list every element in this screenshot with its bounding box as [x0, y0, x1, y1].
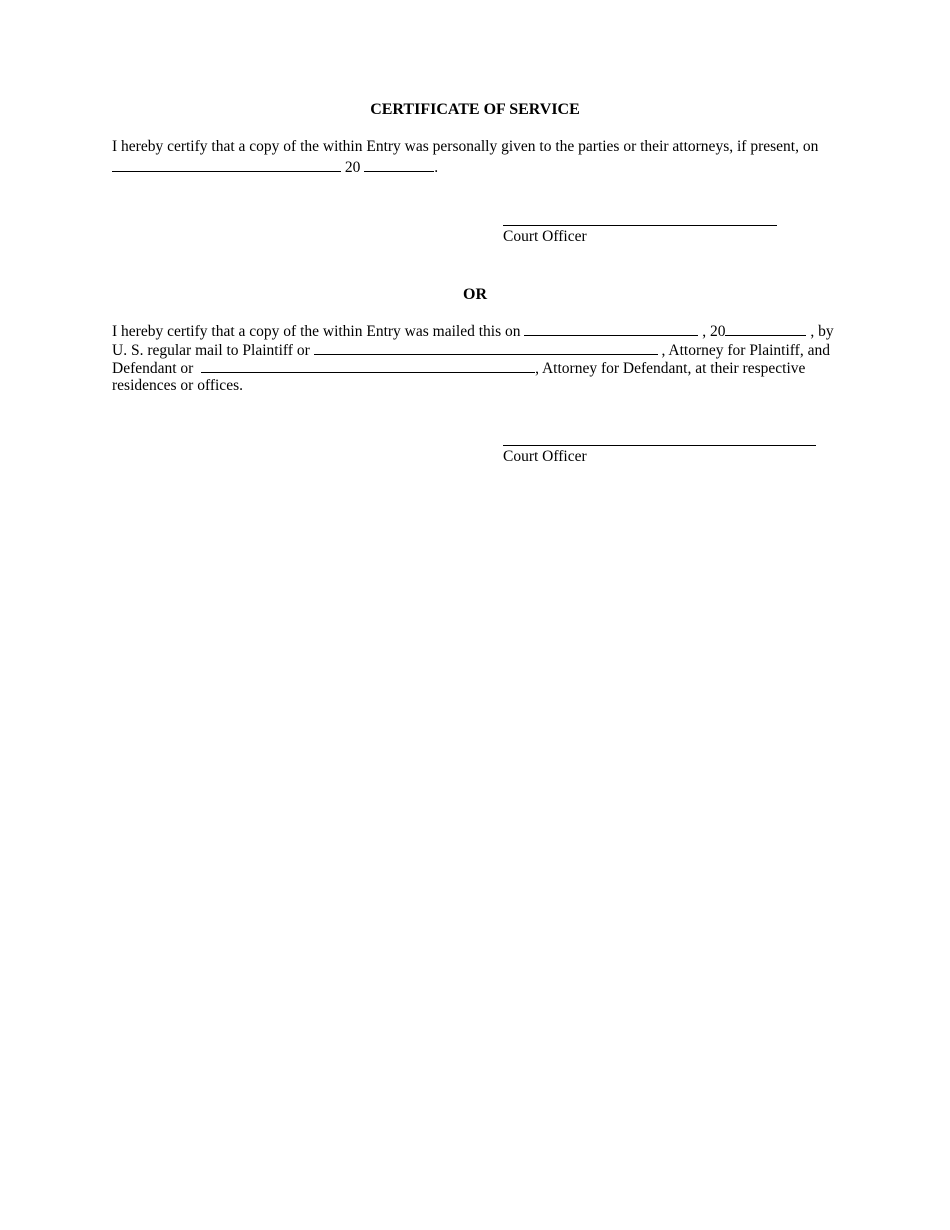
- mail-service-text-3: Defendant or: [112, 360, 194, 377]
- personal-service-line-2: [112, 157, 842, 176]
- page-title: CERTIFICATE OF SERVICE: [370, 101, 580, 118]
- or-separator: OR: [463, 286, 487, 303]
- mail-service-paragraph: [112, 321, 842, 395]
- mail-service-line-1: [112, 321, 842, 340]
- defendant-attorney-blank[interactable]: [201, 358, 535, 373]
- court-officer-label-2: Court Officer: [503, 448, 587, 465]
- mail-service-text-1: I hereby certify that a copy of the within Entry was mailed this on: [112, 323, 521, 340]
- court-officer-label-1: Court Officer: [503, 228, 587, 245]
- mailed-year-blank[interactable]: [725, 321, 806, 336]
- signature-line-1[interactable]: [503, 224, 777, 226]
- mailed-date-blank[interactable]: [524, 321, 698, 336]
- end-period: .: [434, 158, 439, 176]
- attorney-plaintiff-text: , Attorney for Plaintiff, and: [661, 341, 830, 359]
- mail-service-line-4: residences or offices.: [112, 376, 243, 394]
- signature-block-1: [503, 224, 777, 247]
- signature-line-2[interactable]: [503, 444, 816, 446]
- mail-service-text-2: U. S. regular mail to Plaintiff or: [112, 341, 310, 359]
- mail-service-line-2: [112, 340, 842, 359]
- year-prefix: 20: [344, 158, 361, 176]
- service-year-blank[interactable]: [364, 157, 434, 172]
- signature-block-2: [503, 444, 816, 467]
- plaintiff-attorney-blank[interactable]: [314, 340, 658, 355]
- attorney-defendant-text: , Attorney for Defendant, at their respective: [535, 360, 806, 377]
- personal-service-paragraph: [112, 138, 842, 175]
- mailed-year-prefix: , 20: [702, 323, 726, 340]
- mail-service-by: , by: [810, 323, 834, 340]
- service-date-blank[interactable]: [112, 157, 341, 172]
- mail-service-line-3: [112, 358, 842, 377]
- personal-service-line-1: I hereby certify that a copy of the within Entry was personally given to the parties or their attorneys, if present, on: [112, 138, 819, 155]
